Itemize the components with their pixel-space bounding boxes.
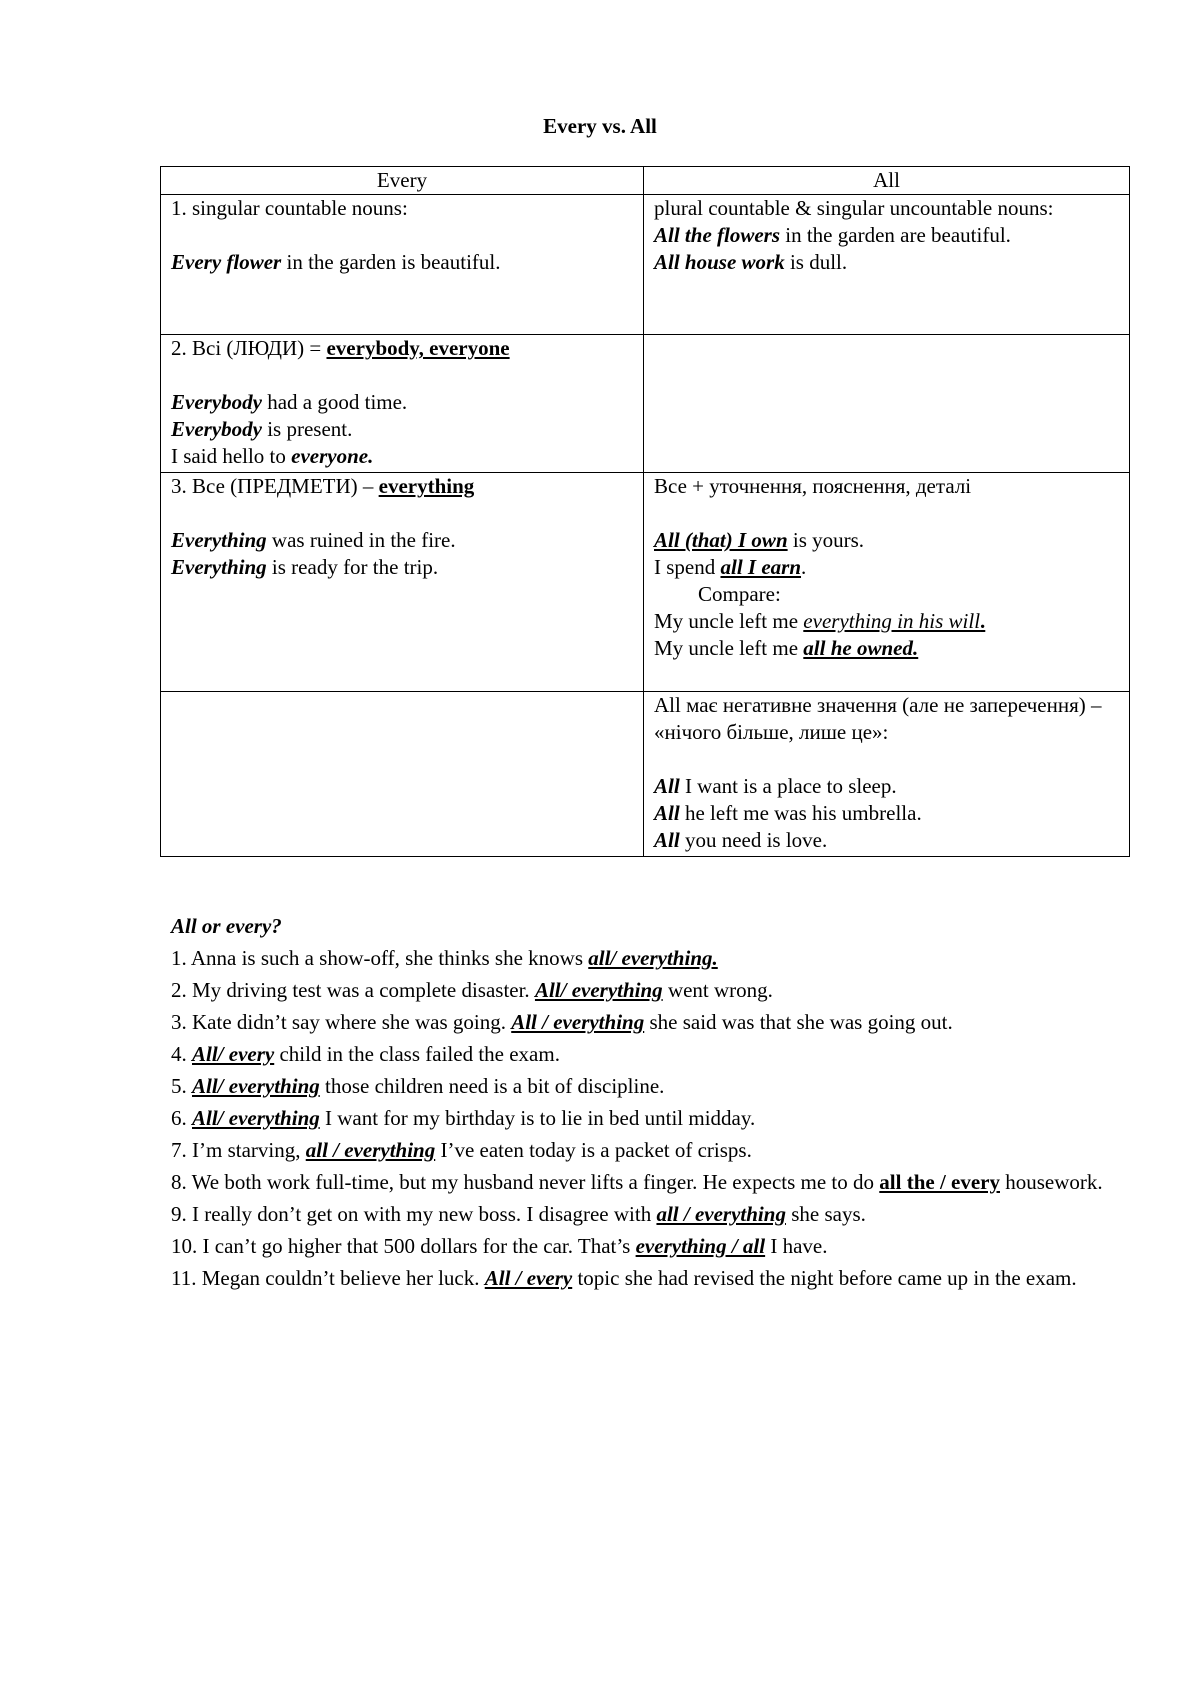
exercise-item: 6. All/ everything I want for my birthday is to lie in bed until midday. (171, 1106, 756, 1130)
cell-every-things (161, 473, 644, 692)
example-sentence: All you need is love. (654, 828, 828, 852)
rule-text: Все + уточнення, пояснення, деталі (654, 474, 972, 498)
exercise-heading: All or every? (171, 914, 282, 938)
exercise-item: 8. We both work full-time, but my husband never lifts a finger. He expects me to do all the / every housework. (171, 1170, 1103, 1194)
table-row (161, 335, 1130, 473)
compare-label: Compare: (698, 582, 781, 606)
exercise-section (171, 910, 1111, 1294)
answer-options: everything / all (635, 1234, 766, 1258)
answer-options: All/ everything (534, 978, 663, 1002)
every-vs-all-table (160, 166, 1130, 857)
exercise-item: 10. I can’t go higher that 500 dollars for the car. That’s everything / all I have. (171, 1234, 828, 1258)
table-row (161, 692, 1130, 857)
answer-options: all/ everything. (588, 946, 718, 970)
answer-options: all / everything (656, 1202, 786, 1226)
example-sentence: I said hello to everyone. (171, 444, 374, 468)
rule-text: All має негативне значення (але не заперечення) – «нічого більше, лише це»: (654, 693, 1102, 744)
column-header-all: All (644, 167, 1130, 195)
answer-options: All/ everything (192, 1074, 320, 1098)
rule-text: plural countable & singular uncountable nouns: (654, 196, 1054, 220)
exercise-item: 2. My driving test was a complete disaster. All/ everything went wrong. (171, 978, 773, 1002)
example-sentence: Everything was ruined in the fire. (171, 528, 456, 552)
rule-text: 3. Все (ПРЕДМЕТИ) – everything (171, 474, 475, 498)
example-sentence: All the flowers in the garden are beautiful. (654, 223, 1011, 247)
example-sentence: Everybody is present. (171, 417, 353, 441)
exercise-item: 11. Megan couldn’t believe her luck. All / every topic she had revised the night before came up in the exam. (171, 1266, 1077, 1290)
cell-every-people (161, 335, 644, 473)
rule-text: 1. singular countable nouns: (171, 196, 408, 220)
example-sentence: All house work is dull. (654, 250, 848, 274)
exercise-list (171, 942, 1111, 1294)
example-sentence: My uncle left me all he owned. (654, 636, 919, 660)
exercise-item: 4. All/ every child in the class failed the exam. (171, 1042, 560, 1066)
exercise-item: 1. Anna is such a show-off, she thinks she knows all/ everything. (171, 946, 718, 970)
cell-empty (644, 335, 1130, 473)
answer-options: All / everything (511, 1010, 645, 1034)
cell-all-countable (644, 195, 1130, 335)
example-sentence: All (that) I own is yours. (654, 528, 865, 552)
answer-options: All/ every (192, 1042, 275, 1066)
cell-empty (161, 692, 644, 857)
example-sentence: Everybody had a good time. (171, 390, 408, 414)
page-title: Every vs. All (543, 114, 657, 138)
exercise-item: 9. I really don’t get on with my new boss. I disagree with all / everything she says. (171, 1202, 866, 1226)
rule-text: 2. Всі (ЛЮДИ) = everybody, everyone (171, 336, 510, 360)
example-sentence: All he left me was his umbrella. (654, 801, 922, 825)
cell-all-negative (644, 692, 1130, 857)
cell-all-details (644, 473, 1130, 692)
example-sentence: Everything is ready for the trip. (171, 555, 439, 579)
example-sentence: Every flower in the garden is beautiful. (171, 250, 501, 274)
answer-options: all / everything (305, 1138, 436, 1162)
example-sentence: All I want is a place to sleep. (654, 774, 897, 798)
table-row (161, 195, 1130, 335)
answer-options: All / every (484, 1266, 573, 1290)
example-sentence: I spend all I earn. (654, 555, 807, 579)
table-row (161, 473, 1130, 692)
cell-every-countable (161, 195, 644, 335)
exercise-item: 5. All/ everything those children need is a bit of discipline. (171, 1074, 665, 1098)
exercise-item: 3. Kate didn’t say where she was going. All / everything she said was that she was going out. (171, 1010, 953, 1034)
answer-options: All/ everything (192, 1106, 320, 1130)
example-sentence: My uncle left me everything in his will. (654, 609, 986, 633)
exercise-item: 7. I’m starving, all / everything I’ve eaten today is a packet of crisps. (171, 1138, 752, 1162)
answer-options: all the / every (879, 1170, 1000, 1194)
column-header-every: Every (161, 167, 644, 195)
